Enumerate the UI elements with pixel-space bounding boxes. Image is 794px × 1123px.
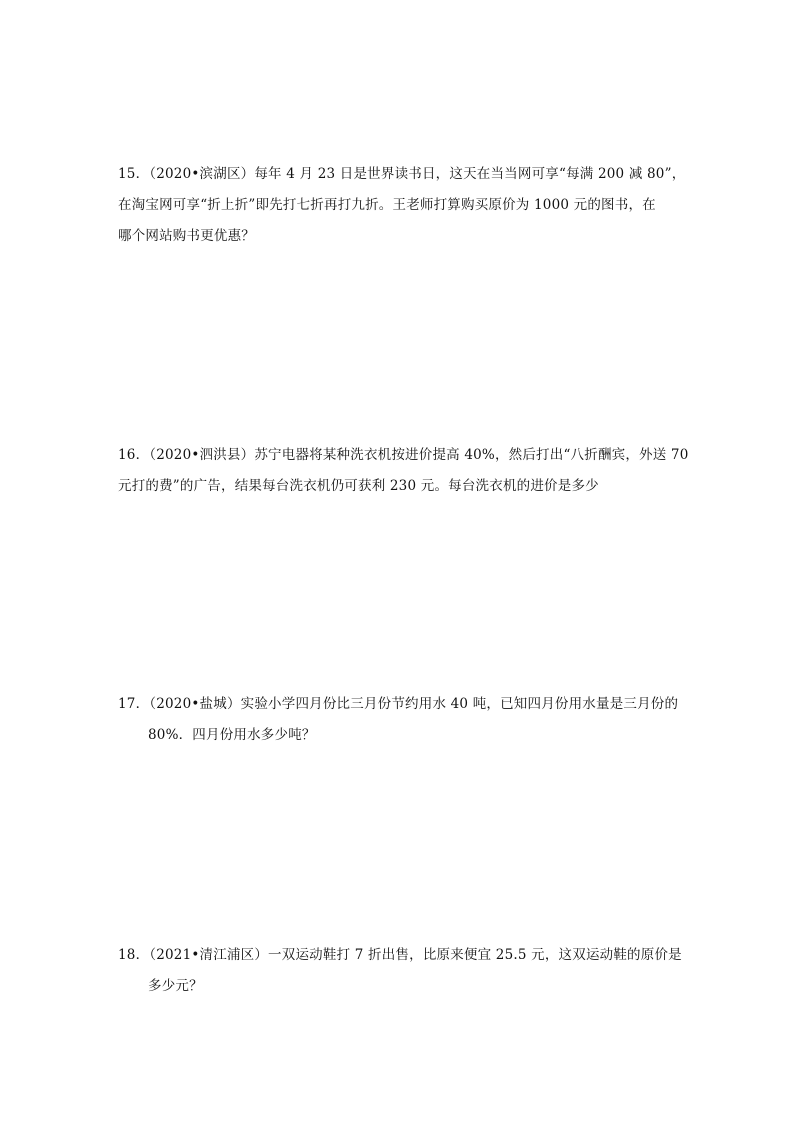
problem-18-line-1: 18．（2021•清江浦区）一双运动鞋打 7 折出售，比原来便宜 25.5 元，这双运动鞋的原价是 xyxy=(118,947,682,963)
problem-15-line-3: 哪个网站购书更优惠？ xyxy=(118,228,255,244)
problem-16-line-2: 元打的费”的广告，结果每台洗衣机仍可获利 230 元。每台洗衣机的进价是多少 xyxy=(118,478,599,494)
problem-17-line-1: 17．（2020•盐城）实验小学四月份比三月份节约用水 40 吨，已知四月份用水量是三月份的 xyxy=(118,696,679,712)
problem-15-line-2: 在淘宝网可享“折上折”即先打七折再打九折。王老师打算购买原价为 1000 元的图书，在 xyxy=(118,197,656,213)
problem-18 xyxy=(118,940,682,1002)
problem-17 xyxy=(118,689,678,751)
problem-15-line-1: 15．（2020•滨湖区）每年 4 月 23 日是世界读书日，这天在当当网可享“每满 200 减 80”， xyxy=(118,166,686,182)
problem-18-line-2: 多少元？ xyxy=(148,978,203,994)
problem-17-line-2: 80%．四月份用水多少吨？ xyxy=(148,727,316,743)
problem-15 xyxy=(118,159,686,252)
problem-16-line-1: 16．（2020•泗洪县）苏宁电器将某种洗衣机按进价提高 40%，然后打出“八折酬宾，外送 70 xyxy=(118,447,689,463)
problem-16 xyxy=(118,440,689,502)
